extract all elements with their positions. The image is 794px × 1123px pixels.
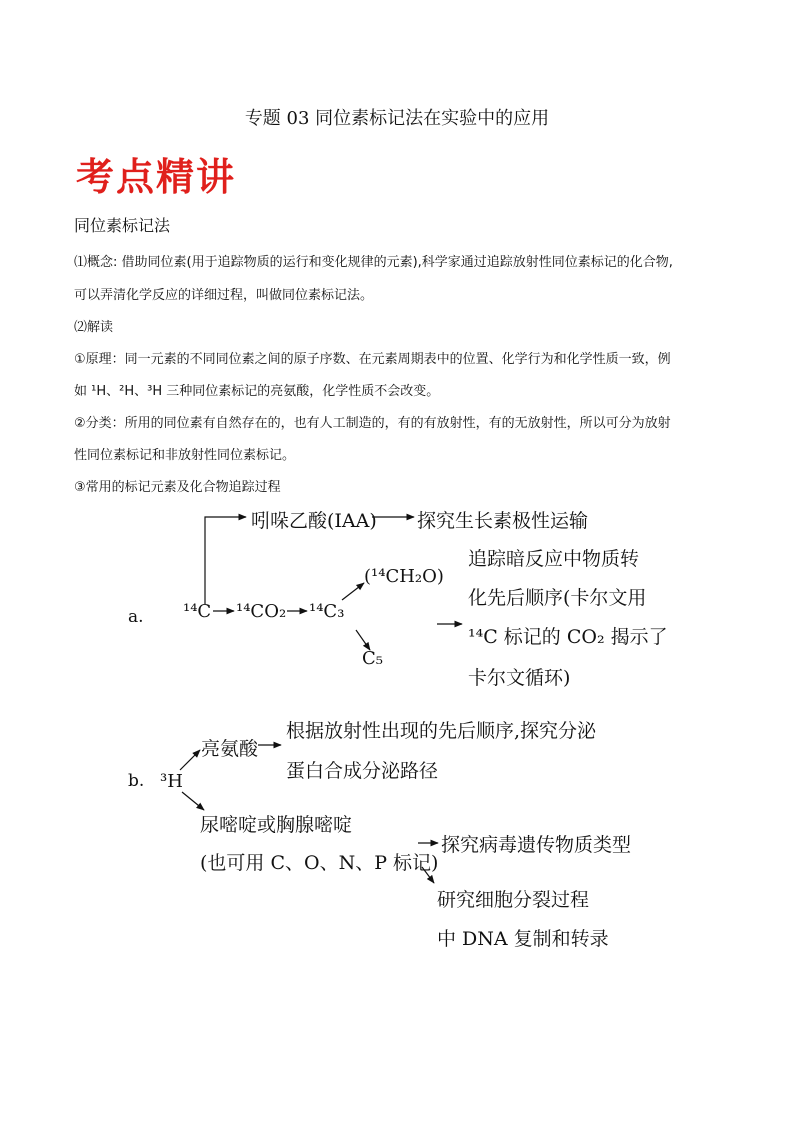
leucine-purpose-line2: 蛋白合成分泌路径: [286, 760, 439, 782]
arrow-c3-to-c5: [356, 630, 370, 650]
section-banner: 考点精讲: [76, 155, 237, 199]
node-c5: C₅: [362, 648, 383, 669]
paragraph-interpret: ⑵解读: [74, 320, 114, 335]
paragraph-category-line2: 性同位素标记和非放射性同位素标记。: [74, 448, 296, 463]
leucine-purpose-line1: 根据放射性出现的先后顺序,探究分泌: [286, 720, 597, 742]
node-c3: ¹⁴C₃: [309, 601, 345, 622]
paragraph-principle-line2: 如 ¹H、²H、³H 三种同位素标记的亮氨酸，化学性质不会改变。: [74, 384, 440, 399]
calvin-line3: ¹⁴C 标记的 CO₂ 揭示了: [468, 626, 668, 648]
cell-line1: 研究细胞分裂过程: [437, 889, 590, 911]
node-co2: ¹⁴CO₂: [236, 601, 287, 622]
node-alt-label: (也可用 C、O、N、P 标记): [200, 852, 439, 874]
node-leucine: 亮氨酸: [201, 738, 259, 760]
arrow-h3-to-pyrimidine: [182, 792, 204, 810]
arrow-c14-to-iaa: [205, 517, 246, 604]
label-a: a.: [128, 607, 144, 627]
label-b: b.: [128, 771, 145, 791]
paragraph-concept-line2: 可以弄清化学反应的详细过程，叫做同位素标记法。: [74, 288, 374, 303]
arrow-h3-to-leucine: [180, 750, 200, 770]
paragraph-concept-line1: ⑴概念: 借助同位素(用于追踪物质的运行和变化规律的元素),科学家通过追踪放射性同位素标记的化合物,: [74, 255, 673, 270]
section-heading: 同位素标记法: [74, 216, 171, 235]
paragraph-category-line1: ②分类：所用的同位素有自然存在的，也有人工制造的，有的有放射性，有的无放射性，所以可分为放射: [74, 416, 671, 431]
paragraph-principle-line1: ①原理：同一元素的不同同位素之间的原子序数、在元素周期表中的位置、化学行为和化学性质一致，例: [74, 352, 671, 367]
calvin-line1: 追踪暗反应中物质转: [468, 548, 640, 570]
node-iaa: 吲哚乙酸(IAA): [251, 510, 377, 532]
calvin-line4: 卡尔文循环): [468, 667, 571, 689]
node-iaa-purpose: 探究生长素极性运输: [417, 510, 589, 532]
page-title: 专题 03 同位素标记法在实验中的应用: [244, 108, 550, 129]
node-virus: 探究病毒遗传物质类型: [441, 834, 632, 856]
calvin-line2: 化先后顺序(卡尔文用: [468, 587, 647, 609]
arrow-c3-to-ch2o: [342, 583, 364, 600]
node-c14: ¹⁴C: [183, 601, 212, 622]
node-pyrimidine: 尿嘧啶或胸腺嘧啶: [200, 814, 353, 836]
node-h3: ³H: [160, 771, 183, 792]
node-ch2o: (¹⁴CH₂O): [364, 566, 444, 587]
cell-line2: 中 DNA 复制和转录: [437, 928, 609, 950]
paragraph-elements: ③常用的标记元素及化合物追踪过程: [74, 480, 281, 495]
